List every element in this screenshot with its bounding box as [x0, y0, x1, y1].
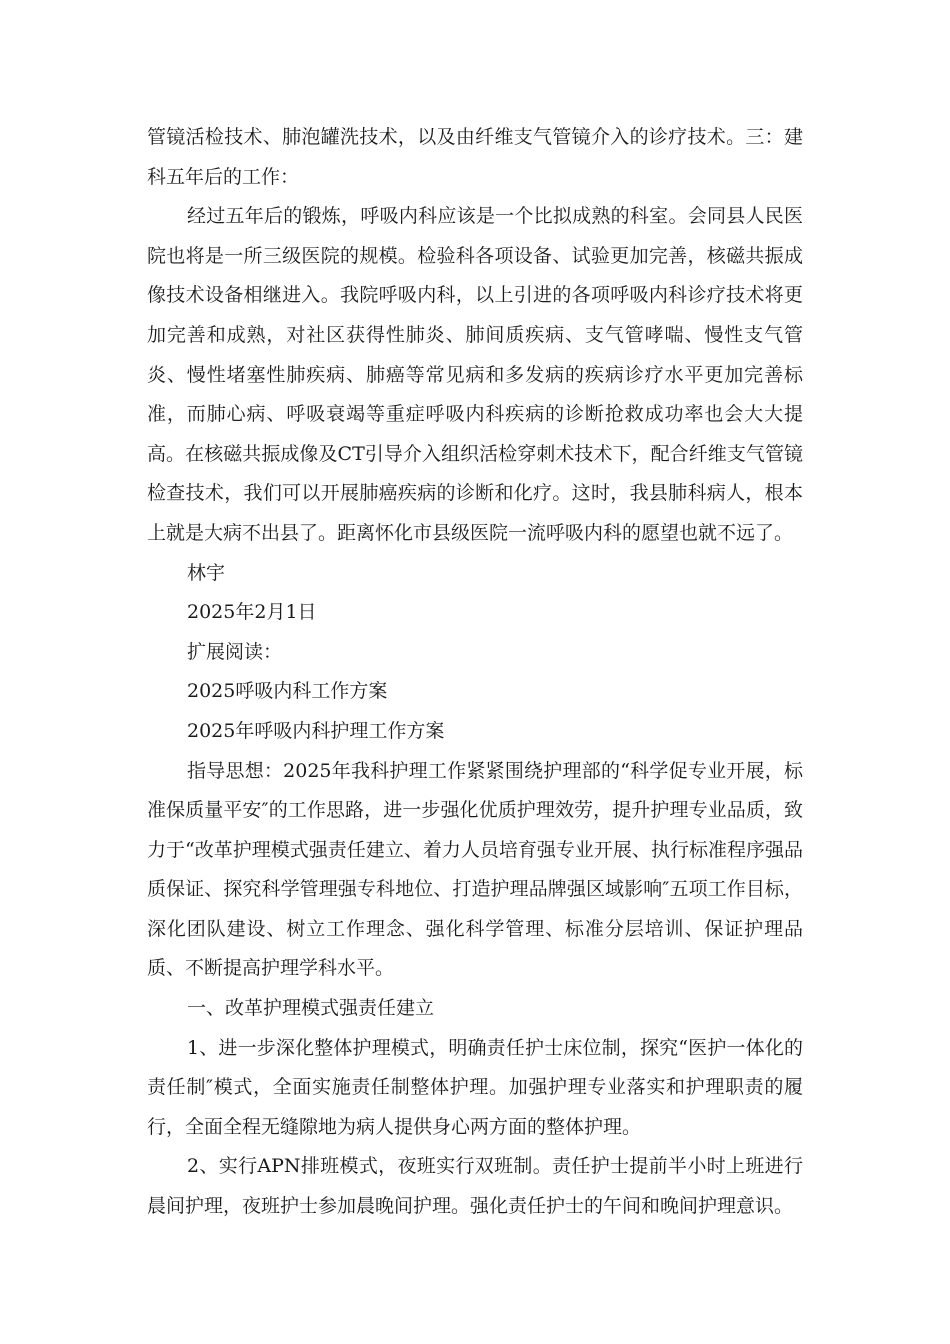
document-date: 2025年2月1日 — [187, 601, 317, 624]
paragraph-guiding-ideology: 指导思想：2025年我科护理工作紧紧围绕护理部的“科学促专业开展，标准保质量平安″的工作思路，进一步强化优质护理效劳，提升护理专业品质，致力于“改革护理模式强责任建立、着力人员培育强专业开展、执行标准程序强品质保证、探究科学管理强专科地位、打造护理品牌强区域影响″五项工作目标，深化团队建设、树立工作理念、强化科学管理、标准分层培训、保证护理品质、不断提高护理学科水平。 — [147, 759, 803, 980]
list-item-2: 2、实行APN排班模式，夜班实行双班制。责任护士提前半小时上班进行晨间护理，夜班护士参加晨晚间护理。强化责任护士的午间和晚间护理意识。 — [147, 1155, 803, 1218]
author-signature: 林宇 — [187, 561, 226, 584]
extended-reading-label: 扩展阅读： — [187, 640, 283, 663]
extended-reading-title-1: 2025呼吸内科工作方案 — [187, 680, 388, 703]
document-body — [147, 118, 803, 1227]
paragraph-five-year-outlook: 经过五年后的锻炼，呼吸内科应该是一个比拟成熟的科室。会同县人民医院也将是一所三级医院的规模。检验科各项设备、试验更加完善，核磁共振成像技术设备相继进入。我院呼吸内科，以上引进的各项呼吸内科诊疗技术将更加完善和成熟，对社区获得性肺炎、肺间质疾病、支气管哮喘、慢性支气管炎、慢性堵塞性肺疾病、肺癌等常见病和多发病的疾病诊疗水平更加完善标准，而肺心病、呼吸衰竭等重症呼吸内科疾病的诊断抢救成功率也会大大提高。在核磁共振成像及CT引导介入组织活检穿刺术技术下，配合纤维支气管镜检查技术，我们可以开展肺癌疾病的诊断和化疗。这时，我县肺科病人，根本上就是大病不出县了。距离怀化市县级医院一流呼吸内科的愿望也就不远了。 — [147, 205, 803, 544]
list-item-1: 1、进一步深化整体护理模式，明确责任护士床位制，探究“医护一体化的责任制″模式，全面实施责任制整体护理。加强护理专业落实和护理职责的履行，全面全程无缝隙地为病人提供身心两方面的整体护理。 — [147, 1036, 803, 1138]
section-heading-1: 一、改革护理模式强责任建立 — [187, 997, 435, 1020]
extended-reading-title-2: 2025年呼吸内科护理工作方案 — [187, 719, 445, 742]
paragraph-continued-techniques: 管镜活检技术、肺泡罐洗技术，以及由纤维支气管镜介入的诊疗技术。三：建科五年后的工作： — [147, 126, 803, 188]
